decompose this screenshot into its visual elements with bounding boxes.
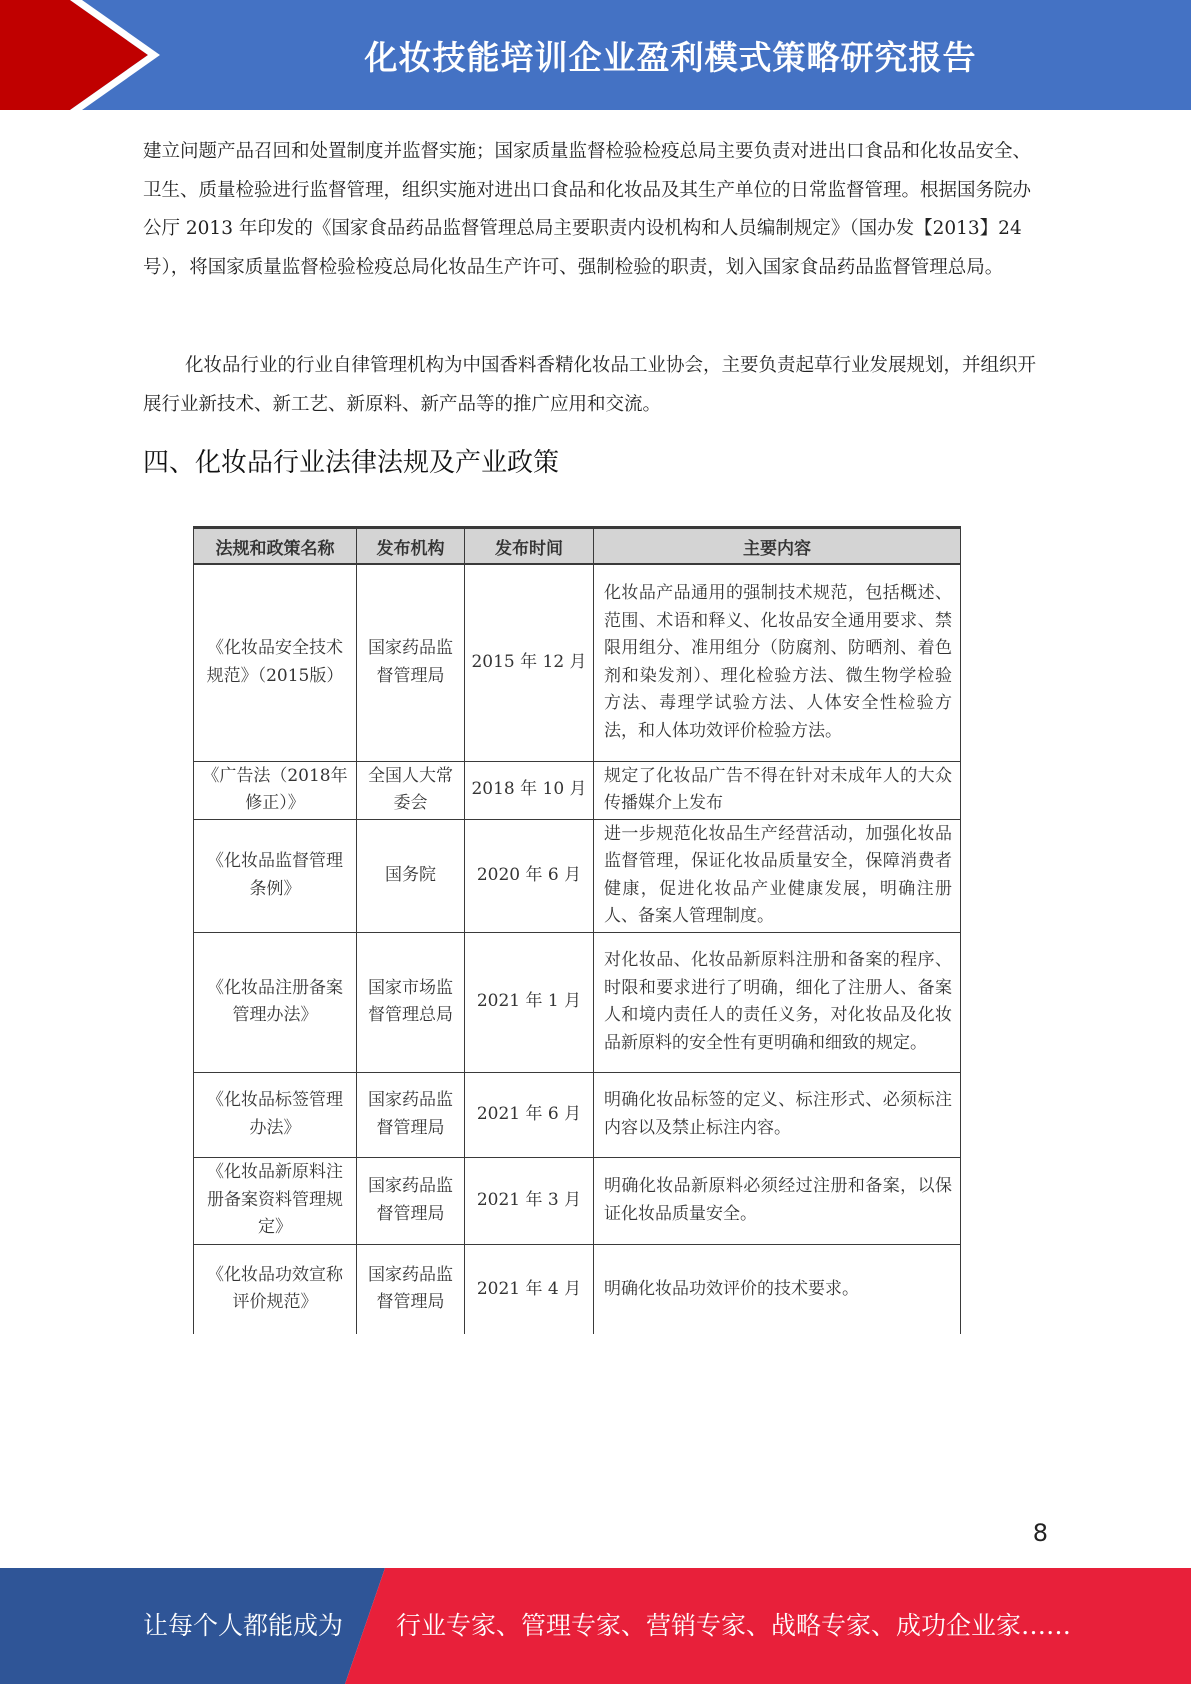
date-cell: 2021 年 4 月 <box>465 1244 594 1334</box>
agency-cell: 国家药品监督管理局 <box>357 564 465 761</box>
content-cell: 明确化妆品标签的定义、标注形式、必须标注内容以及禁止标注内容。 <box>594 1072 961 1157</box>
date-cell: 2015 年 12 月 <box>465 564 594 761</box>
table-row <box>194 1157 961 1244</box>
agency-cell: 国家市场监督管理总局 <box>357 932 465 1072</box>
table-row <box>194 1072 961 1157</box>
section-heading: 四、化妆品行业法律法规及产业政策 <box>143 448 560 478</box>
page-footer <box>0 1568 1191 1684</box>
report-title: 化妆技能培训企业盈利模式策略研究报告 <box>364 37 977 77</box>
agency-cell: 国家药品监督管理局 <box>357 1157 465 1244</box>
agency-cell: 国务院 <box>357 819 465 932</box>
content-cell: 化妆品产品通用的强制技术规范，包括概述、范围、术语和释义、化妆品安全通用要求、禁限用组分、准用组分（防腐剂、防晒剂、着色剂和染发剂）、理化检验方法、微生物学检验方法、毒理学试验方法、人体安全性检验方法，和人体功效评价检验方法。 <box>594 564 961 761</box>
policy-name-cell: 《化妆品新原料注册备案资料管理规定》 <box>194 1157 357 1244</box>
footer-slogan-left: 让每个人都能成为 <box>143 1611 344 1640</box>
page-number: 8 <box>1032 1519 1048 1547</box>
table-row <box>194 932 961 1072</box>
policy-name-cell: 《广告法（2018年修正）》 <box>194 761 357 819</box>
policy-table <box>193 526 961 1334</box>
content-cell: 进一步规范化妆品生产经营活动，加强化妆品监督管理，保证化妆品质量安全，保障消费者健康，促进化妆品产业健康发展，明确注册人、备案人管理制度。 <box>594 819 961 932</box>
date-cell: 2021 年 1 月 <box>465 932 594 1072</box>
page-header <box>0 0 1191 110</box>
agency-cell: 国家药品监督管理局 <box>357 1244 465 1334</box>
content-cell: 明确化妆品新原料必须经过注册和备案，以保证化妆品质量安全。 <box>594 1157 961 1244</box>
table-row <box>194 761 961 819</box>
policy-name-cell: 《化妆品注册备案管理办法》 <box>194 932 357 1072</box>
policy-name-cell: 《化妆品监督管理条例》 <box>194 819 357 932</box>
policy-name-cell: 《化妆品安全技术规范》（2015版） <box>194 564 357 761</box>
header-agency: 发布机构 <box>357 528 465 565</box>
footer-slogan-right: 行业专家、管理专家、营销专家、战略专家、成功企业家…… <box>396 1611 1072 1640</box>
header-date: 发布时间 <box>465 528 594 565</box>
date-cell: 2020 年 6 月 <box>465 819 594 932</box>
policy-name-cell: 《化妆品功效宣称评价规范》 <box>194 1244 357 1334</box>
content-cell: 对化妆品、化妆品新原料注册和备案的程序、时限和要求进行了明确，细化了注册人、备案人和境内责任人的责任义务，对化妆品及化妆品新原料的安全性有更明确和细致的规定。 <box>594 932 961 1072</box>
date-cell: 2021 年 3 月 <box>465 1157 594 1244</box>
agency-cell: 全国人大常委会 <box>357 761 465 819</box>
content-cell: 规定了化妆品广告不得在针对未成年人的大众传播媒介上发布 <box>594 761 961 819</box>
table-row <box>194 819 961 932</box>
agency-cell: 国家药品监督管理局 <box>357 1072 465 1157</box>
date-cell: 2021 年 6 月 <box>465 1072 594 1157</box>
header-content: 主要内容 <box>594 528 961 565</box>
table-header-row <box>194 528 961 565</box>
date-cell: 2018 年 10 月 <box>465 761 594 819</box>
body-paragraph-2: 化妆品行业的行业自律管理机构为中国香料香精化妆品工业协会，主要负责起草行业发展规划，并组织开展行业新技术、新工艺、新原料、新产品等的推广应用和交流。 <box>143 355 1037 415</box>
header-policy-name: 法规和政策名称 <box>194 528 357 565</box>
table-row <box>194 1244 961 1334</box>
body-paragraph-1: 建立问题产品召回和处置制度并监督实施；国家质量监督检验检疫总局主要负责对进出口食品和化妆品安全、卫生、质量检验进行监督管理，组织实施对进出口食品和化妆品及其生产单位的日常监督管理。根据国务院办公厅 2013 年印发的《国家食品药品监督管理总局主要职责内设机构和人员编制规定》（国办发【2013】24 号），将国家质量监督检验检疫总局化妆品生产许可、强制检验的职责，划入国家食品药品监督管理总局。 <box>143 141 1032 278</box>
table-row <box>194 564 961 761</box>
content-cell: 明确化妆品功效评价的技术要求。 <box>594 1244 961 1334</box>
policy-name-cell: 《化妆品标签管理办法》 <box>194 1072 357 1157</box>
